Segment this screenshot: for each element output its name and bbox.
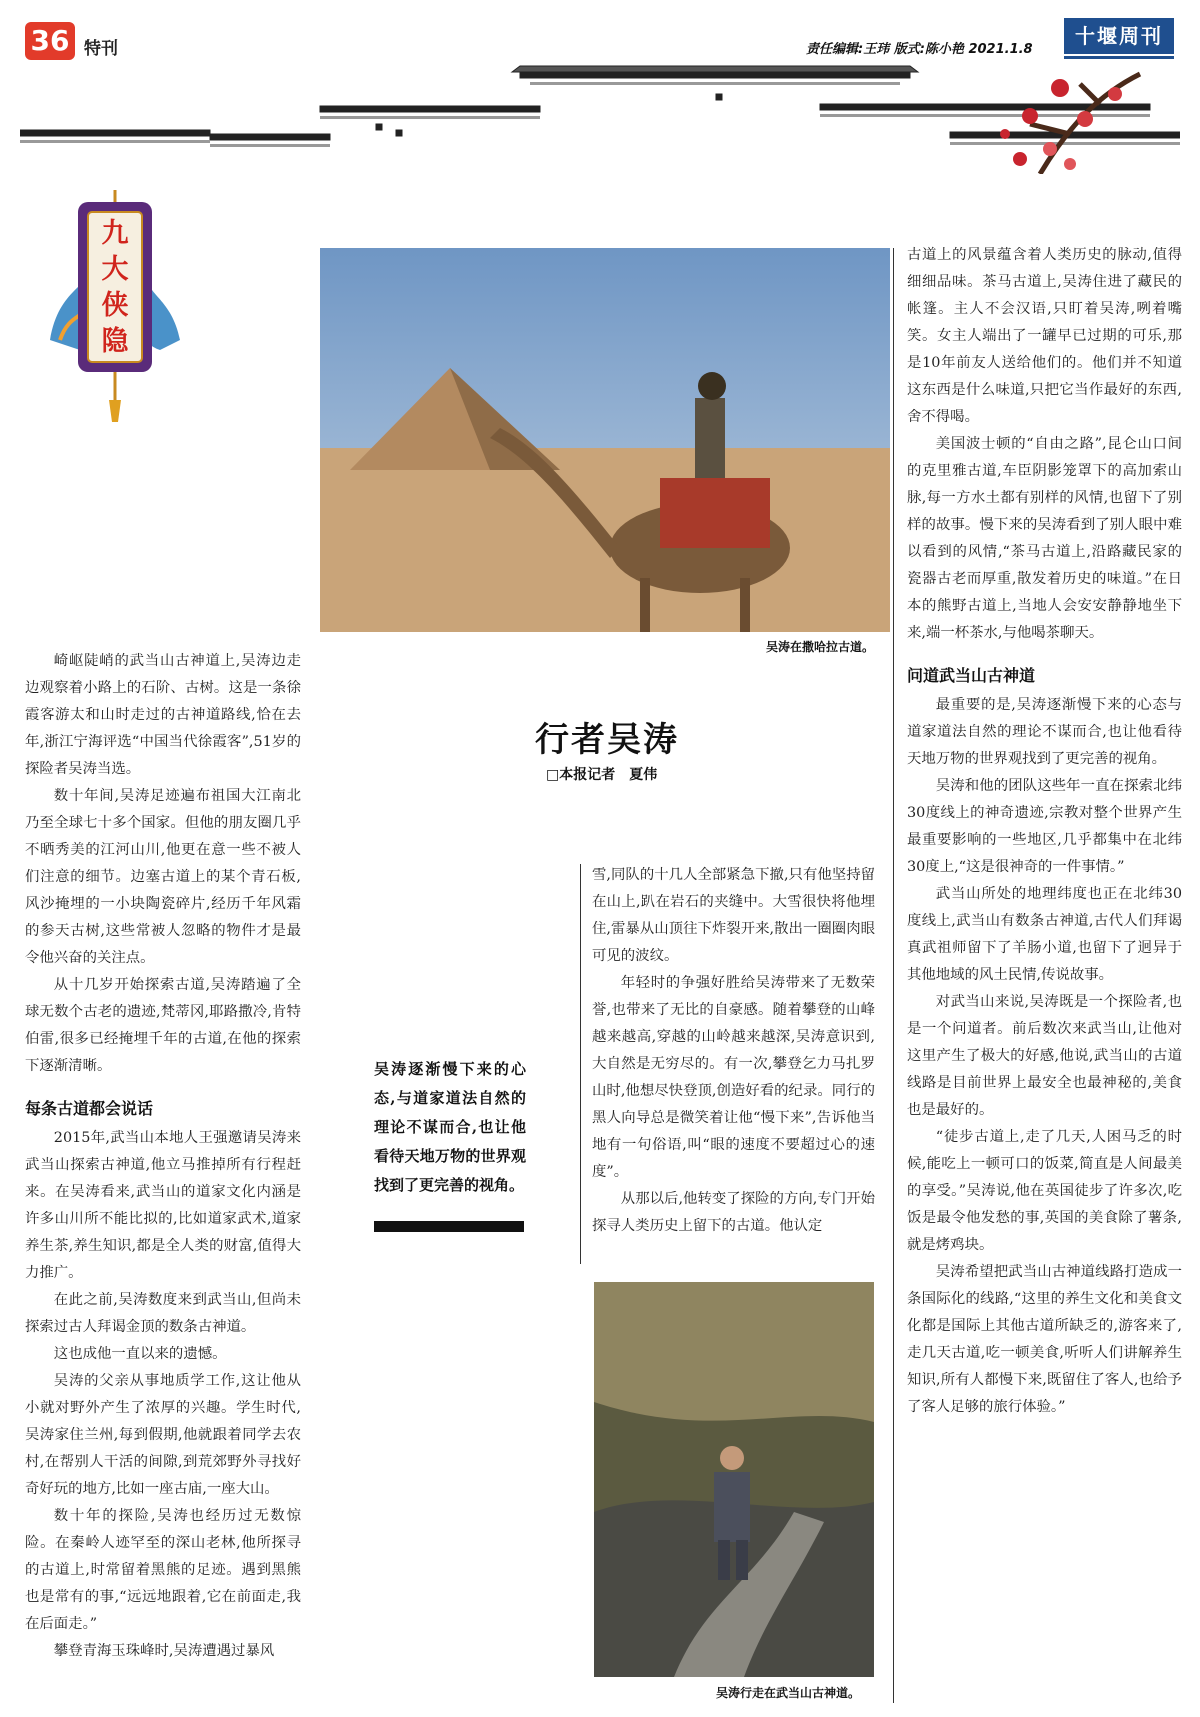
- byline: □本报记者 夏伟: [546, 767, 658, 783]
- section-label: 特刊: [84, 39, 118, 59]
- paragraph: 吴涛希望把武当山古神道线路打造成一条国际化的线路,“这里的养生文化和美食文化都是国际上其他古道所缺乏的,游客来了,走几天古道,吃一顿美食,听听人们讲解养生知识,所有人都慢下来,既留住了客人,也给予了客人足够的旅行体验。”: [907, 1264, 1182, 1415]
- masthead-underline: [1064, 56, 1174, 59]
- page-number: 36: [25, 22, 75, 60]
- paragraph: 数十年的探险,吴涛也经历过无数惊险。在秦岭人迹罕至的深山老林,他所探寻的古道上,时常留着黑熊的足迹。遇到黑熊也是常有的事,“远远地跟着,它在前面走,我在后面走。”: [25, 1508, 301, 1632]
- photo1-caption: 吴涛在撒哈拉古道。: [766, 640, 875, 654]
- photo-wudang-path: [594, 1282, 874, 1677]
- paragraph: 雪,同队的十几人全部紧急下撤,只有他坚持留在山上,趴在岩石的夹缝中。大雪很快将他埋住,雷暴从山顶往下炸裂开来,散出一圈圈肉眼可见的波纹。: [592, 867, 875, 964]
- photo-camel-pyramid: [320, 248, 890, 632]
- badge-char-4: 隐: [101, 326, 129, 357]
- paragraph: 吴涛和他的团队这些年一直在探索北纬30度线上的神奇遗迹,宗教对整个世界产生最重要影响的一些地区,几乎都集中在北纬30度上,“这是很神奇的一件事情。”: [907, 778, 1182, 875]
- article-title: 行者吴涛: [535, 720, 679, 760]
- paragraph: 数十年间,吴涛足迹遍布祖国大江南北乃至全球七十多个国家。但他的朋友圈几乎不晒秀美的江河山川,他更在意一些不被人们注意的细节。边塞古道上的某个青石板,风沙掩埋的一小块陶瓷碎片,经历千年风霜的参天古树,这些常被人忽略的物件才是最令他兴奋的关注点。: [25, 788, 301, 966]
- section-heading: 问道武当山古神道: [907, 666, 1036, 685]
- paragraph: 这也成他一直以来的遗憾。: [53, 1346, 227, 1362]
- badge-char-2: 大: [101, 254, 129, 285]
- paragraph: 从十几岁开始探索古道,吴涛踏遍了全球无数个古老的遗迹,梵蒂冈,耶路撒冷,肯特伯雷,很多已经掩埋千年的古道,在他的探索下逐渐清晰。: [25, 977, 301, 1074]
- plum-blossom-illustration: [1000, 74, 1140, 174]
- pull-quote-bar: [374, 1221, 524, 1232]
- paragraph: “徒步古道上,走了几天,人困马乏的时候,能吃上一顿可口的饭菜,简直是人间最美的享受。”吴涛说,他在英国徒步了许多次,吃饭是最令他发愁的事,英国的美食除了薯条,就是烤鸡块。: [907, 1129, 1182, 1253]
- photo2-caption: 吴涛行走在武当山古神道。: [716, 1686, 861, 1700]
- paragraph: 崎岖陡峭的武当山古神道上,吴涛边走边观察着小路上的石阶、古树。这是一条徐霞客游太和山时走过的古神道路线,恰在去年,浙江宁海评选“中国当代徐霞客”,51岁的探险者吴涛当选。: [25, 653, 301, 777]
- column-rule: [580, 864, 581, 1264]
- paragraph: 对武当山来说,吴涛既是一个探险者,也是一个问道者。前后数次来武当山,让他对这里产生了极大的好感,他说,武当山的古道线路是目前世界上最安全也最神秘的,美食也是最好的。: [907, 994, 1182, 1118]
- badge-char-3: 侠: [101, 290, 129, 321]
- paragraph: 2015年,武当山本地人王强邀请吴涛来武当山探索古神道,他立马推掉所有行程赶来。在吴涛看来,武当山的道家文化内涵是许多山川所不能比拟的,比如道家武术,道家养生茶,养生知识,都是全人类的财富,值得大力推广。: [25, 1130, 301, 1281]
- article-column-1: [25, 648, 301, 1665]
- section-heading: 每条古道都会说话: [25, 1099, 154, 1118]
- paragraph: 年轻时的争强好胜给吴涛带来了无数荣誉,也带来了无比的自豪感。随着攀登的山峰越来越高,穿越的山岭越来越深,吴涛意识到,大自然是无穷尽的。有一次,攀登乞力马扎罗山时,他想尽快登顶,创造好看的纪录。同行的黑人向导总是微笑着让他“慢下来”,告诉他当地有一句俗语,叫“眼的速度不要超过心的速度”。: [592, 975, 875, 1180]
- editor-line: 责任编辑:王玮 版式:陈小艳 2021.1.8: [806, 42, 1033, 57]
- column-rule: [893, 248, 894, 1703]
- paragraph: 从那以后,他转变了探险的方向,专门开始探寻人类历史上留下的古道。他认定: [592, 1191, 875, 1234]
- paragraph: 攀登青海玉珠峰时,吴涛遭遇过暴风: [53, 1643, 275, 1659]
- roofline-decoration: [20, 64, 1180, 174]
- paragraph: 古道上的风景蕴含着人类历史的脉动,值得细细品味。茶马古道上,吴涛住进了藏民的帐篷。主人不会汉语,只盯着吴涛,咧着嘴笑。女主人端出了一罐早已过期的可乐,那是10年前友人送给他们的。他们并不知道这东西是什么味道,只把它当作最好的东西,舍不得喝。: [907, 247, 1182, 425]
- article-column-4: [907, 242, 1182, 1421]
- paragraph: 最重要的是,吴涛逐渐慢下来的心态与道家道法自然的理论不谋而合,也让他看待天地万物的世界观找到了更完善的视角。: [907, 697, 1182, 767]
- badge-char-1: 九: [101, 218, 129, 249]
- article-column-3: [592, 862, 875, 1240]
- paragraph: 武当山所处的地理纬度也正在北纬30度线上,武当山有数条古神道,古代人们拜谒真武祖师留下了羊肠小道,也留下了迥异于其他地域的风土民情,传说故事。: [907, 886, 1182, 983]
- paragraph: 在此之前,吴涛数度来到武当山,但尚未探索过古人拜谒金顶的数条古神道。: [25, 1292, 301, 1335]
- paragraph: 美国波士顿的“自由之路”,昆仑山口间的克里雅古道,车臣阴影笼罩下的高加索山脉,每一方水土都有别样的风情,也留下了别样的故事。慢下来的吴涛看到了别人眼中难以看到的风情,“茶马古道上,沿路藏民家的瓷器古老而厚重,散发着历史的味道。”在日本的熊野古道上,当地人会安安静静地坐下来,端一杯茶水,与他喝茶聊天。: [907, 436, 1182, 641]
- masthead: 十堰周刊: [1064, 18, 1174, 54]
- paragraph: 吴涛的父亲从事地质学工作,这让他从小就对野外产生了浓厚的兴趣。学生时代,吴涛家住兰州,每到假期,他就跟着同学去农村,在帮别人干活的间隙,到荒郊野外寻找好奇好玩的地方,比如一座古庙,一座大山。: [25, 1373, 301, 1497]
- pull-quote: 吴涛逐渐慢下来的心态,与道家道法自然的理论不谋而合,也让他看待天地万物的世界观找到了更完善的视角。: [374, 1060, 526, 1194]
